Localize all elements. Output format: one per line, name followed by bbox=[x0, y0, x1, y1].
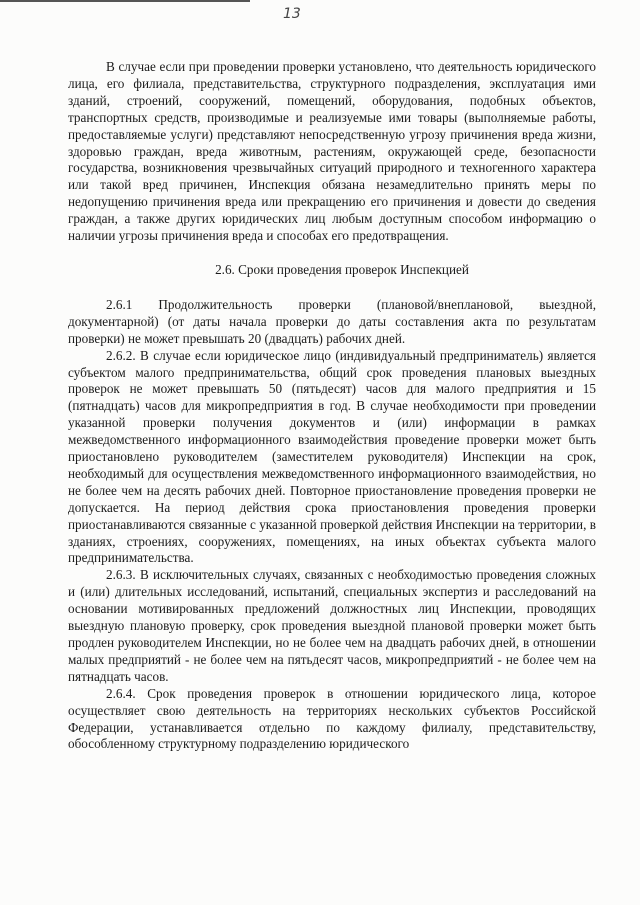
page-number: 13 bbox=[283, 6, 301, 22]
paragraph-2-6-2: 2.6.2. В случае если юридическое лицо (индивидуальный предприниматель) является субъектом малого предпринимательства, общий срок проведения плановых выездных проверок не может превышать 50 (пятьдесят) часов для малого предприятия и 15 (пятнадцать) часов для микропредприятия в год. В случае необходимости при проведении указанной проверки получения документов и (или) информации в рамках межведомственного информационного взаимодействия проведение проверки может быть приостановлено руководителем (заместителем руководителя) Инспекции на срок, необходимый для осуществления межведомственного информационного взаимодействия, но не более чем на десять рабочих дней. Повторное приостановление проведения проверки не допускается. На период действия срока приостановления проведения проверки приостанавливаются связанные с указанной проверкой действия Инспекции на территории, в зданиях, строениях, сооружениях, помещениях, на иных объектах субъекта малого предпринимательства. bbox=[68, 347, 596, 566]
intro-paragraph: В случае если при проведении проверки установлено, что деятельность юридического лица, его филиала, представительства, структурного подразделения, эксплуатация ими зданий, строений, сооружений, помещений, оборудования, подобных объектов, транспортных средств, производимые и реализуемые ими товары (выполняемые работы, предоставляемые услуги) представляют непосредственную угрозу причинения вреда жизни, здоровью граждан, вреда животным, растениям, окружающей среде, безопасности государства, возникновения чрезвычайных ситуаций природного и техногенного характера или такой вред причинен, Инспекция обязана незамедлительно принять меры по недопущению причинения вреда или прекращению его причинения и довести до сведения граждан, а также других юридических лиц любым доступным способом информацию о наличии угрозы причинения вреда и способах его предотвращения. bbox=[68, 59, 596, 244]
scan-edge-line bbox=[0, 0, 250, 2]
paragraph-2-6-3: 2.6.3. В исключительных случаях, связанных с необходимостью проведения сложных и (или) длительных исследований, испытаний, специальных экспертиз и расследований на основании мотивированных предложений должностных лиц Инспекции, проводящих выездную плановую проверку, срок проведения выездной плановой проверки может быть продлен руководителем Инспекции, но не более чем на двадцать рабочих дней, в отношении малых предприятий - не более чем на пятьдесят часов, микропредприятий - не более чем на пятнадцать часов. bbox=[68, 567, 596, 684]
document-body bbox=[68, 59, 596, 753]
paragraph-2-6-4: 2.6.4. Срок проведения проверок в отношении юридического лица, которое осуществляет свою деятельность на территориях нескольких субъектов Российской Федерации, устанавливается отдельно по каждому филиалу, представительству, обособленному структурному подразделению юридического bbox=[68, 685, 596, 752]
section-heading: 2.6. Сроки проведения проверок Инспекцией bbox=[215, 261, 469, 277]
paragraph-2-6-1: 2.6.1 Продолжительность проверки (плановой/внеплановой, выездной, документарной) (от даты начала проверки до даты составления акта по результатам проверки) не может превышать 20 (двадцать) рабочих дней. bbox=[68, 296, 596, 346]
